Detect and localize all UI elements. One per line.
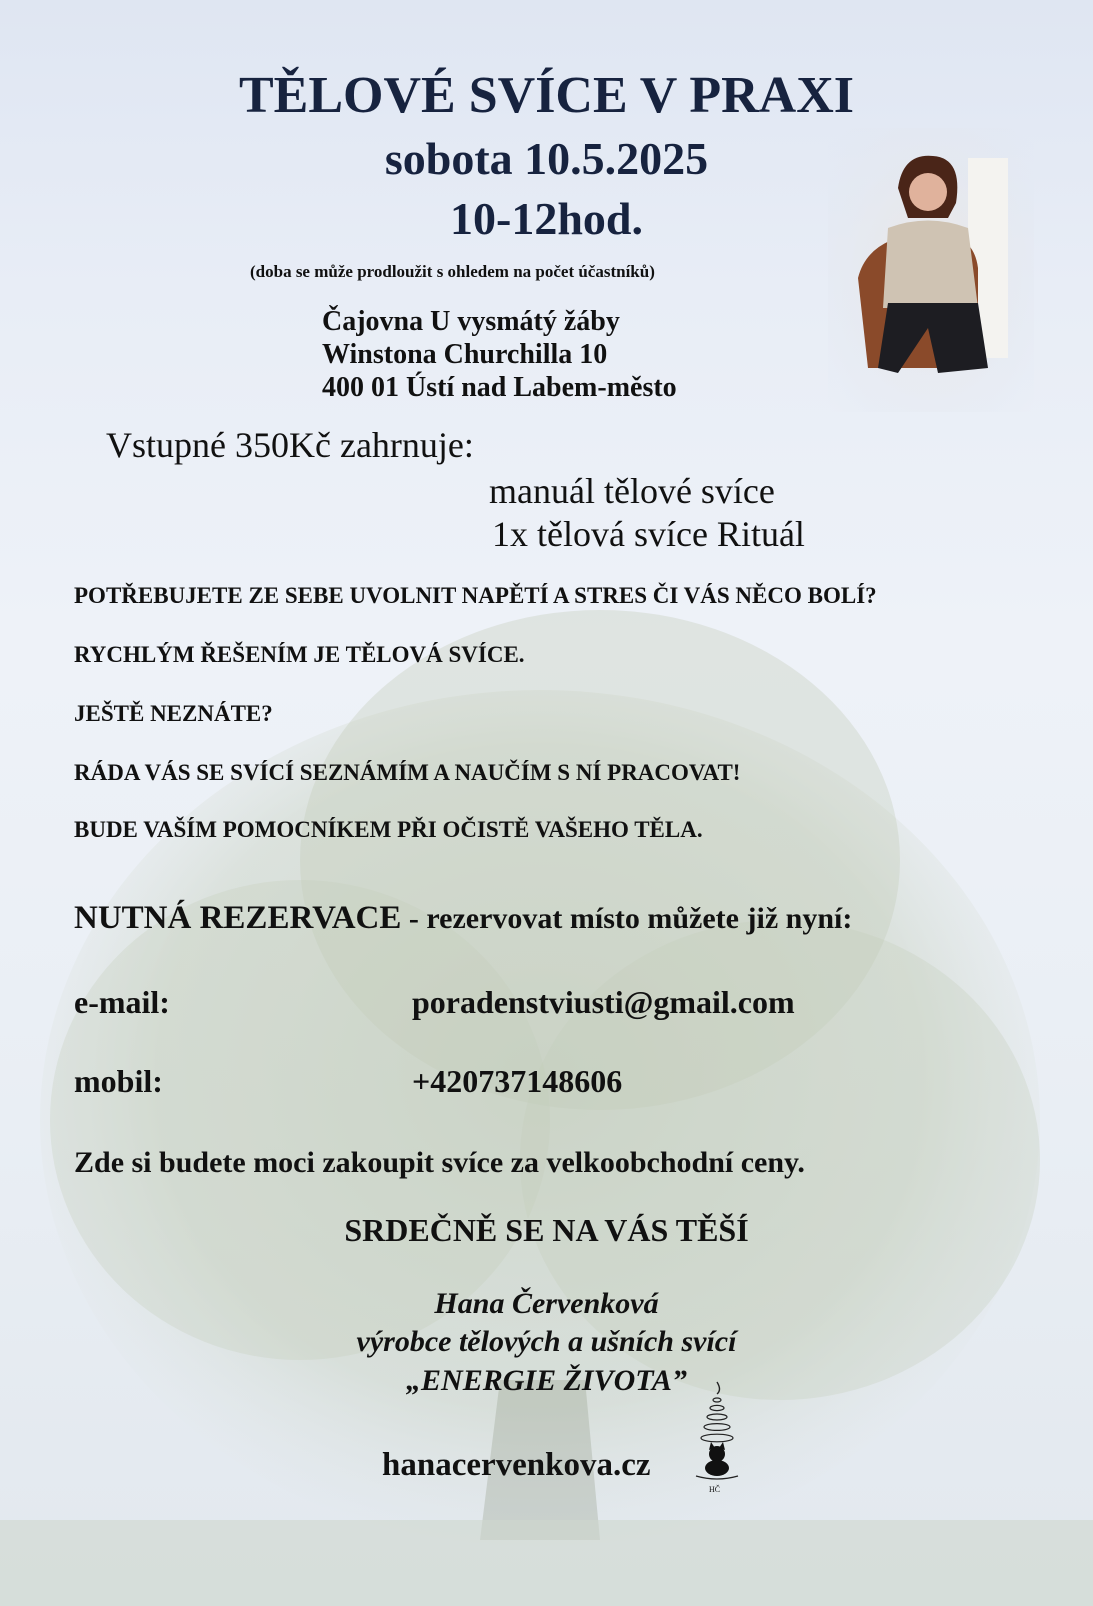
duration-note: (doba se může prodloužit s ohledem na počet účastníků) (250, 262, 655, 281)
phone-number[interactable]: +420737148606 (412, 1063, 623, 1099)
email-label: e-mail: (74, 984, 170, 1020)
event-title: TĚLOVÉ SVÍCE V PRAXI (238, 67, 854, 124)
event-date: sobota 10.5.2025 (384, 133, 709, 184)
pitch-line-2: RYCHLÝM ŘEŠENÍM JE TĚLOVÁ SVÍCE. (74, 642, 525, 667)
pitch-line-1: POTŘEBUJETE ZE SEBE UVOLNIT NAPĚTÍ A STRES ČI VÁS NĚCO BOLÍ? (74, 583, 877, 608)
signature-name: Hana Červenková (434, 1287, 659, 1320)
fee-label: Vstupné 350Kč zahrnuje: (106, 425, 474, 465)
venue-street: Winstona Churchilla 10 (322, 339, 608, 370)
reservation-heading-strong: NUTNÁ REZERVACE (74, 900, 402, 936)
phone-label: mobil: (74, 1063, 163, 1099)
pitch-line-3: JEŠTĚ NEZNÁTE? (74, 701, 273, 726)
email-link[interactable]: poradenstviusti@gmail.com (412, 984, 795, 1020)
pitch-line-4: RÁDA VÁS SE SVÍCÍ SEZNÁMÍM A NAUČÍM S NÍ PRACOVAT! (74, 760, 741, 785)
pitch-line-5: BUDE VAŠÍM POMOCNÍKEM PŘI OČISTĚ VAŠEHO TĚLA. (74, 817, 703, 842)
fee-item-1: manuál tělové svíce (489, 471, 775, 511)
candle-spiral-logo (692, 1378, 742, 1488)
portrait-photo (828, 128, 1034, 412)
logo-initials: HČ (709, 1485, 721, 1494)
signature-role: výrobce tělových a ušních svící (356, 1325, 737, 1358)
venue-name: Čajovna U vysmátý žáby (322, 306, 620, 337)
venue-city: 400 01 Ústí nad Labem-město (322, 372, 677, 403)
fee-item-2: 1x tělová svíce Rituál (492, 514, 805, 554)
reservation-heading (74, 900, 852, 937)
reservation-heading-rest: - rezervovat místo můžete již nyní: (401, 902, 853, 935)
closing-line: SRDEČNĚ SE NA VÁS TĚŠÍ (344, 1212, 749, 1248)
wholesale-note: Zde si budete moci zakoupit svíce za velkoobchodní ceny. (74, 1146, 805, 1179)
signature-brand: „ENERGIE ŽIVOTA” (406, 1364, 687, 1397)
website-link[interactable]: hanacervenkova.cz (382, 1447, 651, 1483)
event-time: 10-12hod. (450, 193, 643, 244)
